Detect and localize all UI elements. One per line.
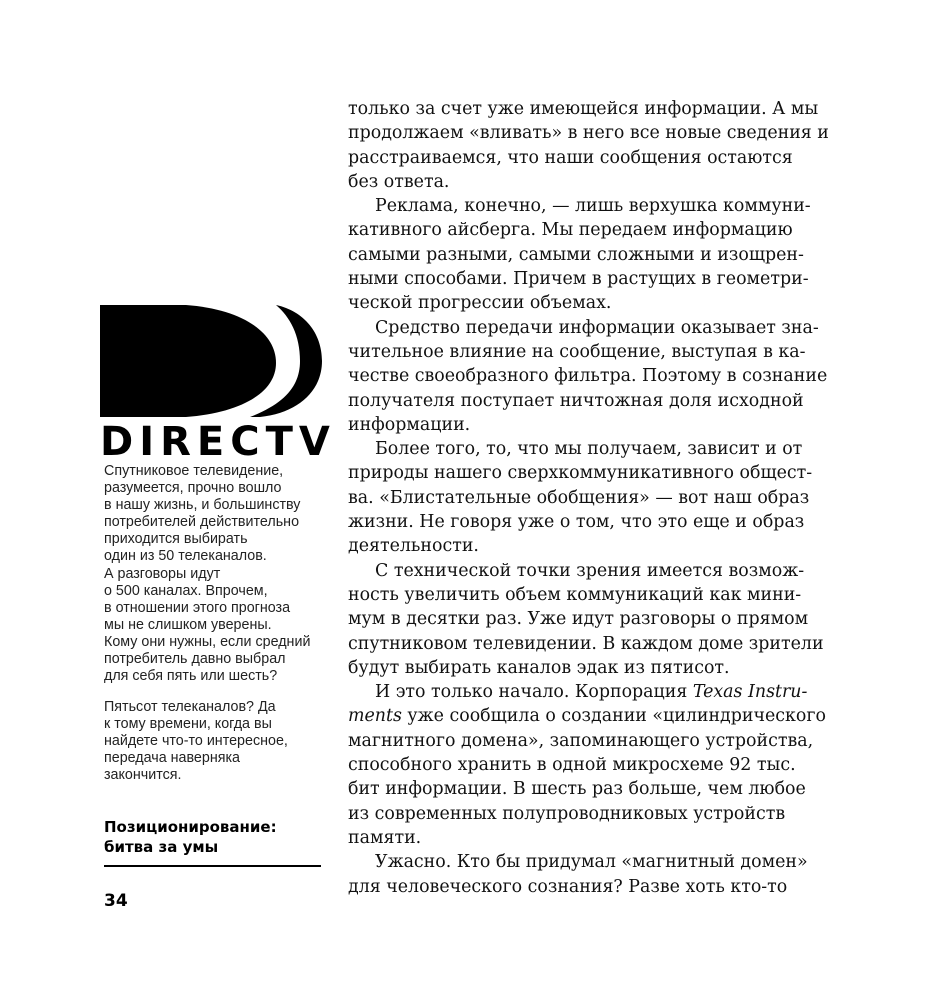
- body-line: спутниковом телевидении. В каждом доме зрители: [348, 633, 824, 654]
- body-line: [348, 680, 838, 704]
- body-line: Более того, то, что мы получаем, зависит и от: [375, 439, 803, 460]
- body-line-text: И это только начало. Корпорация: [375, 682, 693, 703]
- body-line: ными способами. Причем в растущих в геометри-: [348, 269, 809, 290]
- body-text: [348, 97, 838, 899]
- caption-line: о 500 каналах. Впрочем,: [104, 582, 268, 599]
- body-line: памяти.: [348, 827, 422, 848]
- directv-wordmark: DIRECTV: [100, 419, 336, 465]
- body-line: ва. «Блистательные обобщения» — вот наш образ: [348, 487, 810, 508]
- caption-line: в нашу жизнь, и большинству: [104, 497, 301, 514]
- body-line: магнитного домена», запоминающего устройства,: [348, 730, 814, 751]
- body-line: [348, 704, 838, 728]
- company-name-italic: Texas Instru-: [692, 682, 808, 703]
- section-title-line: Позиционирование:: [104, 818, 277, 836]
- caption-line: закончится.: [104, 767, 182, 784]
- caption-line: передача наверняка: [104, 750, 240, 767]
- caption-line: мы не слишком уверены.: [104, 616, 272, 633]
- body-line: самыми разными, самыми сложными и изощрен-: [348, 244, 804, 265]
- body-line: без ответа.: [348, 171, 450, 192]
- caption-line: разумеется, прочно вошло: [104, 480, 282, 497]
- body-line-text: уже сообщила о создании «цилиндрического: [401, 706, 826, 727]
- caption-line: Спутниковое телевидение,: [104, 463, 284, 479]
- caption-line: приходится выбирать: [104, 531, 248, 548]
- caption-line: для себя пять или шесть?: [104, 668, 278, 685]
- body-line: бит информации. В шесть раз больше, чем любое: [348, 779, 806, 800]
- body-line: честве своеобразного фильтра. Поэтому в сознание: [348, 366, 828, 387]
- directv-d-logo-mark: [100, 305, 322, 417]
- body-line: чительное влияние на сообщение, выступая в ка-: [348, 341, 806, 362]
- body-line: природы нашего сверхкоммуникативного общест-: [348, 463, 813, 484]
- section-title-line: битва за умы: [104, 838, 219, 856]
- body-line: Реклама, конечно, — лишь верхушка коммуни-: [375, 196, 811, 217]
- body-line: для человеческого сознания? Разве хоть кто-то: [348, 876, 788, 897]
- body-line: деятельности.: [348, 536, 479, 557]
- caption-line: в отношении этого прогноза: [104, 599, 291, 616]
- body-line: получателя поступает ничтожная доля исходной: [348, 390, 804, 411]
- body-line: будут выбирать каналов эдак из пятисот.: [348, 657, 730, 678]
- sidebar-caption-1: [104, 463, 324, 685]
- body-line: из современных полупроводниковых устройств: [348, 803, 786, 824]
- body-line: продолжаем «вливать» в него все новые сведения и: [348, 123, 829, 144]
- body-line: ческой прогрессии объемах.: [348, 293, 612, 314]
- running-section-title: [104, 817, 324, 857]
- sidebar-caption-2: [104, 699, 324, 784]
- caption-line: Кому они нужны, если средний: [104, 633, 311, 650]
- body-line: ность увеличить объем коммуникаций как мини-: [348, 584, 802, 605]
- body-line: С технической точки зрения имеется возмож-: [375, 560, 805, 581]
- caption-line: А разговоры идут: [104, 565, 221, 582]
- page-number: 34: [104, 891, 128, 911]
- caption-line: потребителей действительно: [104, 514, 300, 531]
- body-line: способного хранить в одной микросхеме 92 тыс.: [348, 755, 796, 776]
- section-divider: [104, 865, 321, 867]
- body-line: жизни. Не говоря уже о том, что это еще и образ: [348, 512, 805, 533]
- caption-line: найдете что-то интересное,: [104, 733, 288, 750]
- body-line: кативного айсберга. Мы передаем информацию: [348, 220, 793, 241]
- body-line: информации.: [348, 414, 471, 435]
- body-line: Ужасно. Кто бы придумал «магнитный домен»: [375, 852, 808, 873]
- company-name-italic: ments: [348, 706, 402, 727]
- body-line: расстраиваемся, что наши сообщения остаются: [348, 147, 793, 168]
- body-line: только за счет уже имеющейся информации. А мы: [348, 99, 819, 119]
- caption-line: к тому времени, когда вы: [104, 716, 272, 733]
- caption-line: потребитель давно выбрал: [104, 651, 286, 668]
- body-line: Средство передачи информации оказывает зна-: [375, 317, 819, 338]
- body-line: мум в десятки раз. Уже идут разговоры о прямом: [348, 609, 809, 630]
- caption-line: Пятьсот телеканалов? Да: [104, 699, 276, 715]
- caption-line: один из 50 телеканалов.: [104, 548, 267, 565]
